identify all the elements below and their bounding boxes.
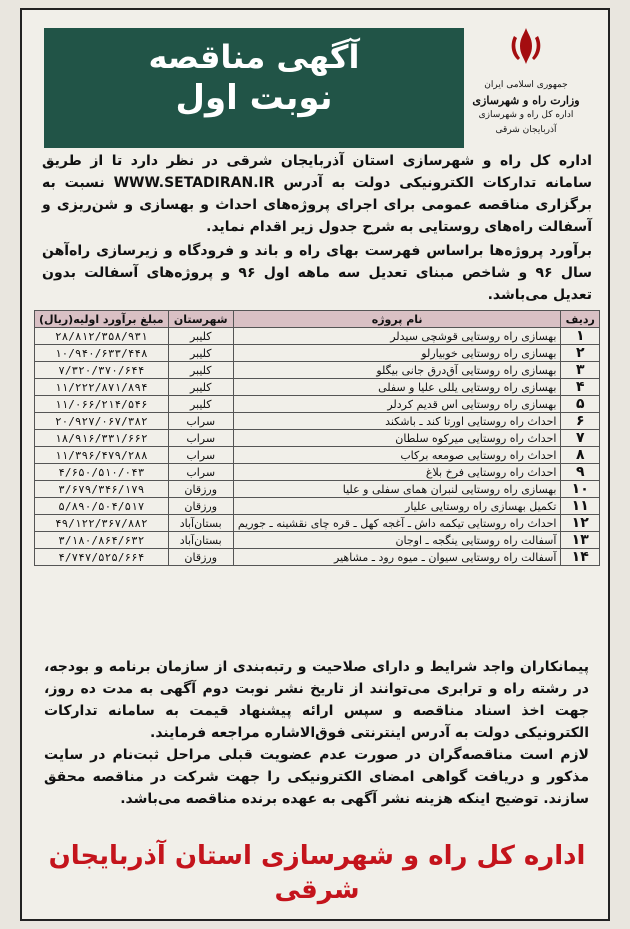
terms-text xyxy=(44,656,589,810)
city-name: کلیبر xyxy=(168,362,233,379)
notice-title: آگهی مناقصه xyxy=(148,38,360,76)
table-body xyxy=(35,328,600,566)
table-row xyxy=(35,345,600,362)
city-name: کلیبر xyxy=(168,328,233,345)
header xyxy=(36,20,596,150)
table-row xyxy=(35,362,600,379)
estimated-amount: ۴/۷۴۷/۵۲۵/۶۶۴ xyxy=(35,549,169,566)
city-name: ورزقان xyxy=(168,498,233,515)
city-name: بستان‌آباد xyxy=(168,532,233,549)
city-name: سراب xyxy=(168,464,233,481)
row-number: ۱۱ xyxy=(561,498,600,515)
header-row-number: ردیف xyxy=(561,311,600,328)
row-number: ۴ xyxy=(561,379,600,396)
table-row xyxy=(35,413,600,430)
header-amount: مبلغ برآورد اولیه(ریال) xyxy=(35,311,169,328)
row-number: ۹ xyxy=(561,464,600,481)
estimated-amount: ۲۰/۹۲۷/۰۶۷/۳۸۲ xyxy=(35,413,169,430)
city-name: سراب xyxy=(168,413,233,430)
projects-table xyxy=(34,310,600,566)
city-name: کلیبر xyxy=(168,396,233,413)
estimated-amount: ۳/۱۸۰/۸۶۴/۶۳۲ xyxy=(35,532,169,549)
table-row xyxy=(35,464,600,481)
estimated-amount: ۴/۶۵۰/۵۱۰/۰۴۳ xyxy=(35,464,169,481)
table-row xyxy=(35,328,600,345)
row-number: ۱۳ xyxy=(561,532,600,549)
row-number: ۱۲ xyxy=(561,515,600,532)
estimated-amount: ۷/۳۲۰/۳۷۰/۶۴۴ xyxy=(35,362,169,379)
row-number: ۲ xyxy=(561,345,600,362)
row-number: ۳ xyxy=(561,362,600,379)
project-name: بهسازی راه روستایی اس قدیم کردلر xyxy=(233,396,561,413)
city-name: ورزقان xyxy=(168,549,233,566)
estimated-amount: ۴۹/۱۲۲/۳۶۷/۸۸۲ xyxy=(35,515,169,532)
header-city: شهرستان xyxy=(168,311,233,328)
table-header-row xyxy=(35,311,600,328)
estimated-amount: ۱۸/۹۱۶/۳۳۱/۶۶۲ xyxy=(35,430,169,447)
ministry-block xyxy=(466,24,586,138)
project-name: آسفالت راه روستایی ینگجه ـ اوجان xyxy=(233,532,561,549)
intro-paragraph: اداره کل راه و شهرسازی استان آذربایجان شرقی در نظر دارد تا از طریق سامانه تدارکات الکترونیکی دولت به آدرس WWW.SETADIRAN.IR نسبت به برگزاری مناقصه عمومی برای اجرای پروژه‌های احداث و بهسازی و شن‌ریزی و آسفالت راه‌های روستایی به شرح جدول زیر اقدام نماید. xyxy=(42,153,592,235)
table-row xyxy=(35,430,600,447)
project-name: تکمیل بهسازی راه روستایی علیار xyxy=(233,498,561,515)
estimated-amount: ۲۸/۸۱۲/۳۵۸/۹۳۱ xyxy=(35,328,169,345)
estimated-amount: ۳/۶۷۹/۳۴۶/۱۷۹ xyxy=(35,481,169,498)
intro-text xyxy=(42,150,592,308)
project-name: احداث راه روستایی تیکمه داش ـ آغجه کهل ـ قره چای نقشینه ـ جوریم xyxy=(233,515,561,532)
city-name: ورزقان xyxy=(168,481,233,498)
project-name: بهسازی راه روستایی آق‌درق جانی بیگلو xyxy=(233,362,561,379)
iran-emblem-icon xyxy=(466,24,586,78)
org-ministry: وزارت راه و شهرسازی xyxy=(472,94,580,107)
row-number: ۷ xyxy=(561,430,600,447)
table-row xyxy=(35,515,600,532)
table-row xyxy=(35,379,600,396)
project-name: احداث راه روستایی اورتا کند ـ باشکند xyxy=(233,413,561,430)
table-row xyxy=(35,549,600,566)
org-department: اداره کل راه و شهرسازی آذربایجان شرقی xyxy=(478,110,574,135)
project-name: بهسازی راه روستایی یللی علیا و سفلی xyxy=(233,379,561,396)
estimate-paragraph: برآورد پروژه‌ها براساس فهرست بهای راه و باند و فرودگاه و زیرسازی راه‌آهن سال ۹۶ و شاخص مبنای تعدیل سه ماهه اول ۹۶ و پروژه‌های آسفالت بدون تعدیل می‌باشد. xyxy=(42,243,592,303)
estimated-amount: ۵/۸۹۰/۵۰۴/۵۱۷ xyxy=(35,498,169,515)
row-number: ۵ xyxy=(561,396,600,413)
footer-signature xyxy=(42,839,592,907)
row-number: ۸ xyxy=(561,447,600,464)
project-name: احداث راه روستایی فرخ بلاغ xyxy=(233,464,561,481)
notice-page xyxy=(20,8,610,921)
header-project: نام پروژه xyxy=(233,311,561,328)
terms-paragraph: پیمانکاران واجد شرایط و دارای صلاحیت و رتبه‌بندی از سازمان برنامه و بودجه، در رشته راه و ترابری می‌توانند از تاریخ نشر نوبت دوم آگهی به مدت ده روز، جهت اخذ اسناد مناقصه و سپس ارائه پیشنهاد قیمت به سامانه تدارکات الکترونیکی دولت به آدرس اینترنتی فوق‌الاشاره مراجعه فرمایند. xyxy=(44,659,589,741)
city-name: سراب xyxy=(168,430,233,447)
estimated-amount: ۱۱/۰۶۶/۲۱۴/۵۴۶ xyxy=(35,396,169,413)
table-row xyxy=(35,481,600,498)
city-name: کلیبر xyxy=(168,379,233,396)
notice-round: نوبت اول xyxy=(175,78,333,118)
row-number: ۱۰ xyxy=(561,481,600,498)
project-name: احداث راه روستایی صومعه برکاب xyxy=(233,447,561,464)
project-name: بهسازی راه روستایی لنبران همای سفلی و علیا xyxy=(233,481,561,498)
registration-paragraph: لازم است مناقصه‌گران در صورت عدم عضویت قبلی مراحل ثبت‌نام در سایت مذکور و دریافت گواهی امضای الکترونیکی را جهت شرکت در مناقصه محقق سازند. توضیح اینکه هزینه نشر آگهی به عهده برنده مناقصه می‌باشد. xyxy=(44,747,589,807)
table-row xyxy=(35,447,600,464)
city-name: بستان‌آباد xyxy=(168,515,233,532)
project-name: بهسازی راه روستایی قوشچی سیدلر xyxy=(233,328,561,345)
city-name: سراب xyxy=(168,447,233,464)
row-number: ۱۴ xyxy=(561,549,600,566)
org-country: جمهوری اسلامی ایران xyxy=(484,80,568,90)
row-number: ۱ xyxy=(561,328,600,345)
estimated-amount: ۱۱/۳۹۶/۴۷۹/۲۸۸ xyxy=(35,447,169,464)
estimated-amount: ۱۰/۹۴۰/۶۳۳/۴۴۸ xyxy=(35,345,169,362)
title-box xyxy=(44,28,464,148)
project-name: احداث راه روستایی میرکوه سلطان xyxy=(233,430,561,447)
table-row xyxy=(35,532,600,549)
project-name: آسفالت راه روستایی سیوان ـ میوه رود ـ مشاهیر xyxy=(233,549,561,566)
project-name: بهسازی راه روستایی خوبیارلو xyxy=(233,345,561,362)
city-name: کلیبر xyxy=(168,345,233,362)
footer-line: اداره کل راه و شهرسازی استان آذربایجان شرقی xyxy=(48,841,586,905)
estimated-amount: ۱۱/۲۲۲/۸۷۱/۸۹۴ xyxy=(35,379,169,396)
table-row xyxy=(35,498,600,515)
row-number: ۶ xyxy=(561,413,600,430)
table-row xyxy=(35,396,600,413)
